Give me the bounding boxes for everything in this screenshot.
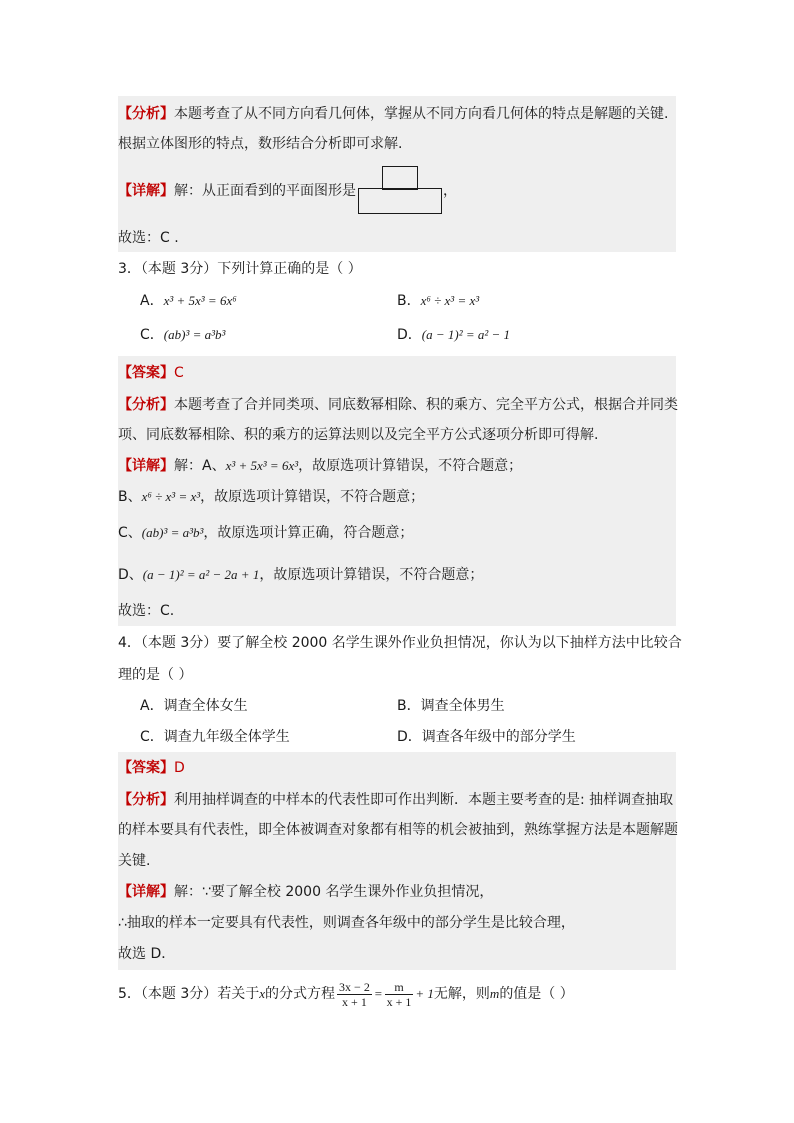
q5-frac1-denominator: x + 1 bbox=[342, 994, 367, 1009]
q4-option-a[interactable] bbox=[140, 696, 248, 716]
q3-option-d-expr: (a − 1)² = a² − 1 bbox=[421, 327, 511, 342]
analysis-tag: 【分析】 bbox=[118, 397, 174, 413]
q4-analysis-line-3 bbox=[118, 851, 150, 871]
q4-option-b[interactable] bbox=[397, 696, 505, 716]
choose-text: 故选：C . bbox=[118, 230, 179, 246]
front-view-top-square bbox=[382, 166, 418, 190]
q3-option-c[interactable] bbox=[140, 325, 225, 345]
q5-frac2-numerator: m bbox=[385, 980, 414, 995]
choose-line bbox=[118, 228, 179, 248]
q3-detail-c bbox=[118, 523, 413, 543]
analysis-tag: 【分析】 bbox=[118, 792, 174, 808]
q5-var-m: m bbox=[489, 986, 500, 1001]
q4-analysis-text-1: 利用抽样调查的中样本的代表性即可作出判断．本题主要考查的是: 抽样调查抽取 bbox=[174, 792, 674, 808]
q4-stem-text-2: 理的是（ ） bbox=[118, 667, 193, 683]
q4-analysis-text-2: 的样本要具有代表性，即全体被调查对象都有相等的机会被抽到，熟练掌握方法是本题解题 bbox=[118, 822, 678, 838]
q4-option-d[interactable] bbox=[397, 727, 576, 747]
detail-punct bbox=[443, 181, 457, 201]
q4-detail-line-2 bbox=[118, 913, 575, 933]
q5-stem-mid: 的分式方程 bbox=[265, 986, 336, 1002]
q5-fraction-left bbox=[337, 980, 372, 1009]
q3-detail-c-expr: (ab)³ = a³b³ bbox=[141, 525, 204, 540]
q3-detail-d-text: ，故原选项计算错误，不符合题意； bbox=[259, 567, 484, 583]
q3-choose-line bbox=[118, 601, 174, 621]
q3-detail-a-expr: x³ + 5x³ = 6x³ bbox=[225, 458, 299, 473]
q3-choose-text: 故选：C. bbox=[118, 603, 175, 619]
q4-choose-line bbox=[118, 944, 175, 964]
q5-stem-prefix: 5．（本题 3分）若关于 bbox=[118, 986, 260, 1002]
q3-detail-b-expr: x⁶ ÷ x³ = x³ bbox=[141, 489, 201, 504]
q3-detail-d-prefix: D、 bbox=[118, 567, 143, 583]
q3-analysis-line-1 bbox=[118, 395, 678, 415]
q3-detail-c-prefix: C、 bbox=[118, 525, 142, 541]
question-4-stem-1 bbox=[118, 633, 682, 653]
q3-analysis-text-1: 本题考查了合并同类项、同底数幂相除、积的乘方、完全平方公式，根据合并同类 bbox=[174, 397, 678, 413]
q3-option-b-expr: x⁶ ÷ x³ = x³ bbox=[420, 293, 480, 308]
q3-analysis-line-2 bbox=[118, 425, 598, 445]
q3-detail-b bbox=[118, 487, 424, 507]
answer-tag: 【答案】 bbox=[118, 760, 174, 776]
q5-frac1-numerator: 3x − 2 bbox=[339, 979, 370, 994]
q3-detail-a bbox=[118, 456, 522, 476]
q3-option-d[interactable] bbox=[397, 325, 510, 345]
detail-tag: 【详解】 bbox=[118, 458, 174, 474]
solution-block-q4 bbox=[118, 752, 676, 970]
q4-stem-text-1: 4．（本题 3分）要了解全校 2000 名学生课外作业负担情况，你认为以下抽样方法中比较合 bbox=[118, 635, 682, 651]
q4-answer-line bbox=[118, 758, 185, 778]
q3-option-b-label: B． bbox=[397, 293, 421, 309]
q5-plus-one: + 1 bbox=[415, 986, 434, 1001]
detail-after: ， bbox=[443, 183, 457, 199]
q4-answer-value: D bbox=[174, 760, 185, 776]
q4-analysis-line-1 bbox=[118, 790, 673, 810]
analysis-text-2: 根据立体图形的特点，数形结合分析即可求解. bbox=[118, 136, 403, 152]
q4-detail-text-1: 解：∵要了解全校 2000 名学生课外作业负担情况， bbox=[174, 884, 494, 900]
q3-option-c-label: C． bbox=[140, 327, 164, 343]
q3-detail-prefix: 解：A、 bbox=[174, 458, 226, 474]
q4-option-a-text: A．调查全体女生 bbox=[140, 698, 248, 714]
q5-var-x: x bbox=[259, 986, 266, 1001]
question-3-stem bbox=[118, 259, 362, 279]
q5-equals: = bbox=[373, 986, 383, 1001]
q5-stem-end: 的值是（ ） bbox=[499, 986, 574, 1002]
q4-option-c[interactable] bbox=[140, 727, 290, 747]
q3-stem-text: 3．（本题 3分）下列计算正确的是（ ） bbox=[118, 261, 362, 277]
analysis-text: 本题考查了从不同方向看几何体，掌握从不同方向看几何体的特点是解题的关键. bbox=[174, 106, 669, 122]
q3-detail-c-text: ，故原选项计算正确，符合题意； bbox=[203, 525, 414, 541]
q3-option-b[interactable] bbox=[397, 291, 479, 311]
q3-option-a-label: A． bbox=[140, 293, 164, 309]
q3-option-a-expr: x³ + 5x³ = 6x⁶ bbox=[163, 293, 237, 308]
analysis-tag: 【分析】 bbox=[118, 106, 174, 122]
q3-detail-a-text: ，故原选项计算错误，不符合题意； bbox=[298, 458, 523, 474]
q4-detail-text-2: ∴抽取的样本一定要具有代表性，则调查各年级中的部分学生是比较合理， bbox=[118, 915, 575, 931]
q5-fraction-right bbox=[385, 980, 414, 1009]
detail-tag: 【详解】 bbox=[118, 884, 174, 900]
q4-option-b-text: B．调查全体男生 bbox=[397, 698, 505, 714]
question-4-stem-2 bbox=[118, 665, 192, 685]
q3-answer-line bbox=[118, 363, 184, 383]
q4-option-c-text: C．调查九年级全体学生 bbox=[140, 729, 290, 745]
detail-text: 解：从正面看到的平面图形是 bbox=[174, 183, 356, 199]
q3-answer-value: C bbox=[174, 365, 184, 381]
q3-option-d-label: D． bbox=[397, 327, 422, 343]
answer-tag: 【答案】 bbox=[118, 365, 174, 381]
q3-detail-d bbox=[118, 565, 483, 585]
q3-detail-b-prefix: B、 bbox=[118, 489, 142, 505]
analysis-line-2 bbox=[118, 134, 402, 154]
q5-stem-mid2: 无解，则 bbox=[433, 986, 490, 1002]
q4-analysis-text-3: 关键. bbox=[118, 853, 151, 869]
q3-option-c-expr: (ab)³ = a³b³ bbox=[163, 327, 226, 342]
front-view-bottom-rect bbox=[358, 188, 442, 214]
q3-option-a[interactable] bbox=[140, 291, 237, 311]
q4-analysis-line-2 bbox=[118, 820, 678, 840]
q4-option-d-text: D．调查各年级中的部分学生 bbox=[397, 729, 576, 745]
q4-choose-text: 故选 D． bbox=[118, 946, 176, 962]
analysis-line bbox=[118, 104, 668, 124]
q3-analysis-text-2: 项、同底数幂相除、积的乘方的运算法则以及完全平方公式逐项分析即可得解. bbox=[118, 427, 599, 443]
q5-frac2-denominator: x + 1 bbox=[386, 994, 412, 1009]
q4-detail-line-1 bbox=[118, 882, 493, 902]
question-5-stem bbox=[118, 978, 574, 1010]
q3-detail-d-expr: (a − 1)² = a² − 2a + 1 bbox=[142, 567, 260, 582]
detail-tag: 【详解】 bbox=[118, 183, 174, 199]
q3-detail-b-text: ，故原选项计算错误，不符合题意； bbox=[200, 489, 425, 505]
detail-line bbox=[118, 181, 356, 201]
